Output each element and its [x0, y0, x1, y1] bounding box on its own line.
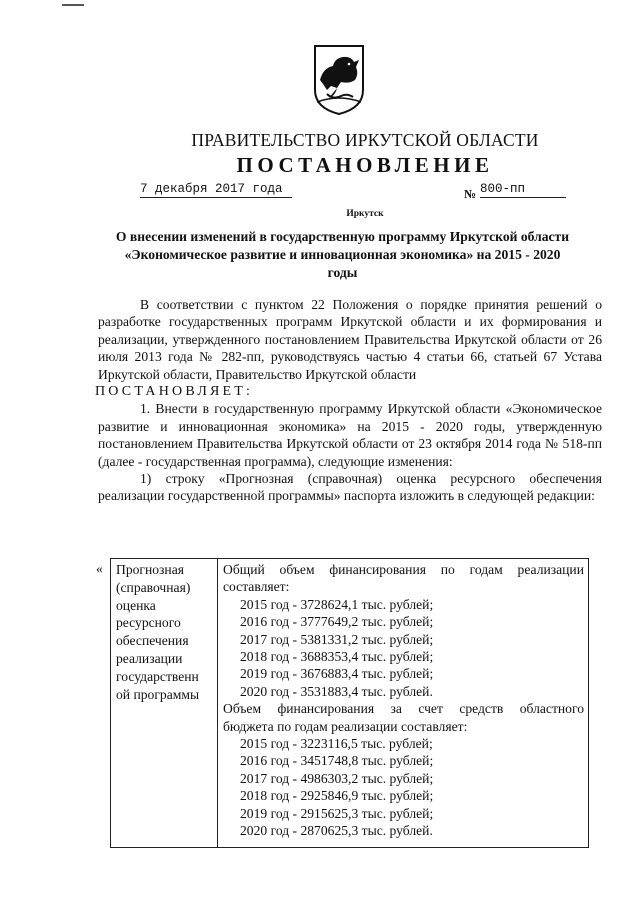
regional-row: 2019 год - 2915625,3 тыс. рублей; [240, 805, 434, 821]
row-value-cell [218, 559, 589, 848]
row-label-cell [111, 559, 218, 848]
total-row: 2017 год - 5381331,2 тыс. рублей; [240, 631, 434, 647]
document-subject: О внесении изменений в государственную программу Иркутской области «Экономическое развитие и инновационная экономика» на 2015 - 2020 годы [115, 229, 570, 280]
regional-row: 2018 год - 2925846,9 тыс. рублей; [240, 788, 434, 804]
regional-row: 2017 год - 4986303,2 тыс. рублей; [240, 770, 434, 786]
document-date: 7 декабря 2017 года [140, 182, 292, 198]
government-name: ПРАВИТЕЛЬСТВО ИРКУТСКОЙ ОБЛАСТИ [191, 130, 539, 150]
regional-row: 2016 год - 3451748,8 тыс. рублей; [240, 753, 434, 769]
preamble-paragraph: В соответствии с пунктом 22 Положения о порядке принятия решений о разработке государственных программ Иркутской области и их формирования и реализации, утвержденного постановлением Правительства Иркутской области от 26 июля 2013 года № 282-пп, руководствуясь частью 4 статьи 66, статьей 67 Устава Иркутской области, Правительство Иркутской области [98, 297, 602, 382]
regional-heading: Объем финансирования за счет средств областного [223, 701, 584, 717]
total-row: 2018 год - 3688353,4 тыс. рублей; [240, 649, 434, 665]
item-1-1-paragraph: 1) строку «Прогнозная (справочная) оценка ресурсного обеспечения реализации государственной программы» паспорта изложить в следующей редакции: [98, 471, 602, 504]
total-row: 2019 год - 3676883,4 тыс. рублей; [240, 666, 434, 682]
table-open-quote: « [96, 561, 103, 576]
passport-table [110, 558, 589, 848]
total-heading: Общий объем финансирования по годам реализации [223, 562, 584, 577]
regional-heading-cont: бюджета по годам реализации составляет: [223, 718, 468, 734]
label-line: реализации [116, 650, 183, 666]
document-number: 800-пп [480, 182, 566, 198]
total-heading-cont: составляет: [223, 579, 290, 595]
total-row: 2015 год - 3728624,1 тыс. рублей; [240, 596, 434, 612]
total-row: 2016 год - 3777649,2 тыс. рублей; [240, 614, 434, 630]
label-line: оценка [116, 597, 156, 613]
document-type: ПОСТАНОВЛЕНИЕ [236, 153, 494, 177]
resolve-heading: ПОСТАНОВЛЯЕТ: [95, 384, 254, 400]
coat-of-arms-icon [313, 44, 365, 116]
label-line: ресурсного [116, 615, 181, 631]
city-name: Иркутск [346, 209, 384, 219]
regional-row: 2020 год - 2870625,3 тыс. рублей. [240, 823, 433, 839]
number-sign: № [464, 187, 477, 201]
label-line: Прогнозная [116, 562, 184, 577]
scan-mark [62, 4, 84, 6]
item-1-paragraph: 1. Внести в государственную программу Иркутской области «Экономическое развитие и инновационная экономика» на 2015 - 2020 годы, утвержденную постановлением Правительства Иркутской области от 23 октября 2014 года № 518-пп (далее - государственная программа), следующие изменения: [98, 401, 602, 469]
label-line: ой программы [116, 686, 200, 702]
regional-row: 2015 год - 3223116,5 тыс. рублей; [240, 736, 433, 752]
label-line: обеспечения [116, 633, 189, 649]
total-row: 2020 год - 3531883,4 тыс. рублей. [240, 683, 433, 699]
label-line: государственн [116, 668, 199, 684]
label-line: (справочная) [116, 579, 191, 595]
document-body [95, 296, 602, 505]
table-row [111, 559, 589, 848]
